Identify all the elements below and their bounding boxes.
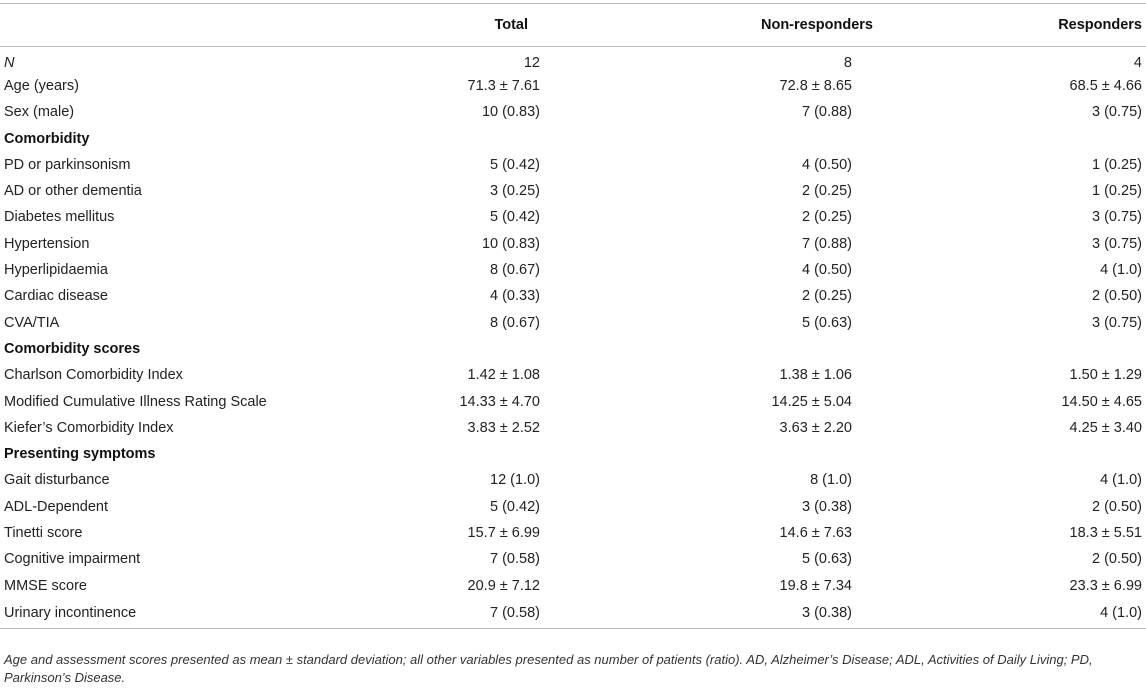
cell-total: 8 (0.67) (490, 314, 540, 331)
cell-responders: 1.50 ± 1.29 (1069, 367, 1142, 384)
row-label: Kiefer’s Comorbidity Index (4, 419, 174, 436)
cell-total: 4 (0.33) (490, 288, 540, 305)
row-label: Presenting symptoms (4, 446, 156, 463)
row-label: Diabetes mellitus (4, 209, 115, 226)
cell-total: 71.3 ± 7.61 (467, 77, 540, 94)
cell-total: 1.42 ± 1.08 (467, 367, 540, 384)
table-row (0, 73, 1146, 99)
cell-total: 10 (0.83) (481, 235, 540, 252)
section-header-row (0, 125, 1146, 151)
data-table (0, 3, 1146, 629)
row-label: Comorbidity (4, 130, 90, 147)
cell-total: 8 (0.67) (490, 262, 540, 279)
cell-total: 3 (0.25) (490, 183, 540, 200)
row-label: ADL-Dependent (4, 498, 108, 515)
cell-total: 15.7 ± 6.99 (467, 524, 540, 541)
cell-non-responders: 14.25 ± 5.04 (771, 393, 852, 410)
row-label: CVA/TIA (4, 314, 60, 331)
row-label: Hypertension (4, 235, 90, 252)
cell-responders: 1 (0.25) (1092, 156, 1142, 173)
table-row (0, 309, 1146, 335)
table-row (0, 388, 1146, 414)
cell-total: 5 (0.42) (490, 209, 540, 226)
table-row (0, 178, 1146, 204)
row-label: AD or other dementia (4, 183, 142, 200)
cell-responders: 2 (0.50) (1092, 498, 1142, 515)
table-row (0, 152, 1146, 178)
table-row (0, 520, 1146, 546)
section-header-row (0, 336, 1146, 362)
header-non-responders: Non-responders (624, 4, 994, 47)
cell-total (390, 441, 624, 467)
cell-responders: 4 (1.0) (1100, 472, 1142, 489)
cell-total: 5 (0.42) (490, 156, 540, 173)
cell-non-responders: 1.38 ± 1.06 (779, 367, 852, 384)
cell-responders: 4 (1.0) (1100, 262, 1142, 279)
cell-non-responders: 7 (0.88) (802, 104, 852, 121)
row-label: Tinetti score (4, 524, 83, 541)
cell-non-responders (624, 125, 994, 151)
cell-total: 5 (0.42) (490, 498, 540, 515)
row-label: Cardiac disease (4, 288, 108, 305)
cell-total: 7 (0.58) (390, 599, 624, 629)
cell-total: 12 (1.0) (490, 472, 540, 489)
cell-responders: 2 (0.50) (1092, 288, 1142, 305)
header-responders: Responders (994, 4, 1146, 47)
cell-responders (994, 336, 1146, 362)
cell-total: 20.9 ± 7.12 (467, 577, 540, 594)
row-label: PD or parkinsonism (4, 156, 131, 173)
cell-non-responders: 19.8 ± 7.34 (779, 577, 852, 594)
row-label: Cognitive impairment (4, 551, 141, 568)
table-row (0, 362, 1146, 388)
cell-responders: 68.5 ± 4.66 (1069, 77, 1142, 94)
table-row (0, 257, 1146, 283)
table-row (0, 494, 1146, 520)
cell-non-responders: 14.6 ± 7.63 (779, 524, 852, 541)
cell-responders: 1 (0.25) (1092, 183, 1142, 200)
cell-responders: 3 (0.75) (1092, 235, 1142, 252)
cell-responders: 14.50 ± 4.65 (1061, 393, 1142, 410)
cell-total: 7 (0.58) (490, 551, 540, 568)
row-label: Modified Cumulative Illness Rating Scale (4, 393, 267, 410)
cell-non-responders: 72.8 ± 8.65 (779, 77, 852, 94)
table-row (0, 99, 1146, 125)
row-label: Urinary incontinence (0, 599, 390, 629)
cell-total: 12 (523, 54, 540, 71)
cell-responders: 4 (1133, 54, 1142, 71)
header-label (0, 4, 390, 47)
cell-non-responders: 4 (0.50) (802, 262, 852, 279)
cell-non-responders: 3.63 ± 2.20 (779, 419, 852, 436)
table-body (0, 47, 1146, 629)
cell-non-responders (624, 336, 994, 362)
header-row (0, 4, 1146, 47)
cell-non-responders: 8 (1.0) (810, 472, 852, 489)
cell-non-responders: 2 (0.25) (802, 288, 852, 305)
row-label: N (4, 54, 15, 71)
cell-non-responders: 2 (0.25) (802, 209, 852, 226)
table-footnote: Age and assessment scores presented as mean ± standard deviation; all other variables presented as number of patients (ratio). AD, Alzheimer’s Disease; ADL, Activities of Daily Living; PD, Parkinson’s Disease. (4, 652, 1093, 685)
cell-non-responders: 3 (0.38) (624, 599, 994, 629)
cell-non-responders: 5 (0.63) (802, 551, 852, 568)
cell-non-responders: 5 (0.63) (802, 314, 852, 331)
cell-non-responders: 3 (0.38) (802, 498, 852, 515)
cell-non-responders (624, 441, 994, 467)
section-header-row (0, 441, 1146, 467)
cell-responders (994, 441, 1146, 467)
cell-responders: 4 (1.0) (994, 599, 1146, 629)
table-row (0, 47, 1146, 73)
table-row (0, 467, 1146, 493)
cell-total (390, 336, 624, 362)
row-label: Charlson Comorbidity Index (4, 367, 183, 384)
table-row (0, 231, 1146, 257)
cell-total: 10 (0.83) (481, 104, 540, 121)
row-label: MMSE score (4, 577, 87, 594)
cell-responders: 3 (0.75) (1092, 314, 1142, 331)
table-row (0, 546, 1146, 572)
cell-non-responders: 8 (843, 54, 852, 71)
table-row (0, 415, 1146, 441)
row-label: Gait disturbance (4, 472, 110, 489)
row-label: Sex (male) (4, 104, 75, 121)
table-row (0, 204, 1146, 230)
row-label: Hyperlipidaemia (4, 262, 108, 279)
cell-non-responders: 2 (0.25) (802, 183, 852, 200)
header-total: Total (390, 4, 624, 47)
cell-responders (994, 125, 1146, 151)
row-label: Comorbidity scores (4, 340, 141, 357)
table-row (0, 572, 1146, 598)
cell-non-responders: 7 (0.88) (802, 235, 852, 252)
cell-non-responders: 4 (0.50) (802, 156, 852, 173)
cell-responders: 18.3 ± 5.51 (1069, 524, 1142, 541)
cell-total: 3.83 ± 2.52 (467, 419, 540, 436)
table-row (0, 599, 1146, 629)
table-row (0, 283, 1146, 309)
cell-responders: 23.3 ± 6.99 (1069, 577, 1142, 594)
cell-total: 14.33 ± 4.70 (459, 393, 540, 410)
cell-total (390, 125, 624, 151)
cell-responders: 4.25 ± 3.40 (1069, 419, 1142, 436)
cell-responders: 3 (0.75) (1092, 104, 1142, 121)
cell-responders: 3 (0.75) (1092, 209, 1142, 226)
cell-responders: 2 (0.50) (1092, 551, 1142, 568)
row-label: Age (years) (4, 77, 79, 94)
